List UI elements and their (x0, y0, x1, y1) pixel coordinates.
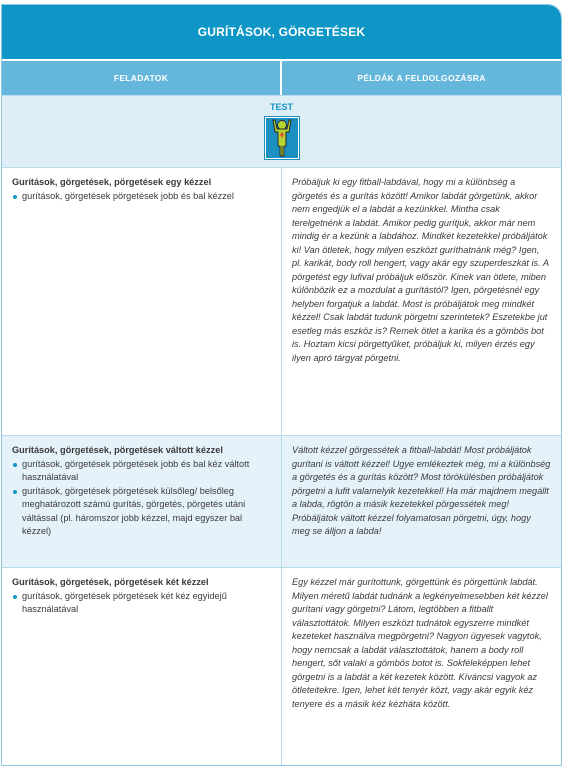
task-title: Gurítások, görgetések, pörgetések váltott kézzel (12, 445, 223, 455)
column-header-tasks: FELADATOK (2, 61, 282, 95)
table-frame (1, 4, 562, 766)
column-header-examples: PÉLDÁK A FELDOLGOZÁSRA (357, 73, 486, 83)
task-bullet: gurítások, görgetések pörgetések két kéz egyidejű használatával (12, 590, 271, 617)
example-cell: Váltott kézzel görgessétek a fitball-labdát! Most próbáljátok gurítani is váltott kézzel! Ugye emlékeztek még, mi a különbség a görgetés és a gurítás között? Most törökülésben próbáljátok pörgetni a lufit valamelyik kezetekkel! Ha már majdnem megállt a labda, rögtön a másik kezetekkel pörgessétek meg! Próbáljátok váltott kézzel folyamatosan pörgetni, úgy, hogy meg se álljon a labda! (292, 445, 551, 536)
task-bullets (12, 190, 271, 204)
task-bullet: gurítások, görgetések pörgetések jobb és bal kéz váltott használatával (12, 458, 271, 485)
task-title: Gurítások, görgetések, pörgetések két kézzel (12, 577, 209, 587)
task-cell (2, 568, 282, 766)
table-title: GURÍTÁSOK, GÖRGETÉSEK (2, 5, 561, 59)
task-bullet: gurítások, görgetések pörgetések külsőleg/ belsőleg meghatározott számú gurítás, görgetés, pörgetés utáni váltással (pl. háromszor jobb kézzel, majd egyszer bal kézzel) (12, 485, 271, 539)
task-cell (2, 168, 282, 435)
task-title: Gurítások, görgetések, pörgetések egy kézzel (12, 177, 212, 187)
test-section (2, 95, 561, 167)
table-row (2, 167, 561, 435)
task-bullets (12, 458, 271, 539)
table-row (2, 567, 561, 766)
example-cell: Próbáljuk ki egy fitball-labdával, hogy mi a különbség a görgetés és a gurítás között! Amikor labdát görgetünk, akkor nem engedjük el a labdát a kezünkkel. Mintha csak terelgetnénk a labdát. Amikor pedig gurítjuk, akkor már nem mindig ér a kezünk a labdához. Mindkét kezetekkel próbáljátok ki! Van ötletek, hogy milyen eszközt guríthatnánk még? Igen, pl. karikát, body roll hengert, vagy akár egy szuperdeszkát is. A pörgetést egy lufival próbáljuk először. Kinek van ötlete, miben különbözik ez a mozdulat a gurítástól? Igen, pörgetésnél egy helyben forgatjuk a labdát. Most is próbáljátok meg mindkét kézzel! Csak labdát tudunk pörgetni szerintetek? Eszetekbe jut esetleg más eszköz is? Remek ötlet a karika és a gömbös bot is. Hoztam kicsi pörgettyűket, próbáljuk ki, milyen érzés egy ilyen apró tárgyat pörgetni. (292, 177, 549, 363)
table-row (2, 435, 561, 567)
task-bullets (12, 590, 271, 617)
column-headers (2, 59, 561, 95)
test-label: TEST (269, 102, 293, 112)
task-bullet: gurítások, görgetések pörgetések jobb és bal kézzel (12, 190, 271, 204)
body-figure-icon (264, 116, 300, 160)
task-cell (2, 436, 282, 567)
example-cell: Egy kézzel már gurítottunk, görgettünk és pörgettünk labdát. Milyen méretű labdát tudnánk a legkényelmesebben két kézzel gurítani vagy görgetni? Látom, legtöbben a fitballt választottátok. Milyen eszközt tudnátok egyszerre mindkét kezeteket használva megpörgetni? Nagyon ügyesek vagytok, hogy nemcsak a labdát választottátok, hanem a body roll hengert, sőt valaki a gömbös botot is. Sokféleképpen lehet görgetni is a labdát a két kezetek között. Kíváncsi vagyok az ötleteitekre. Igen, lehet két tenyér közt, vagy akár egyik kéz tenyere és a másik kéz kézháta között. (292, 577, 548, 709)
